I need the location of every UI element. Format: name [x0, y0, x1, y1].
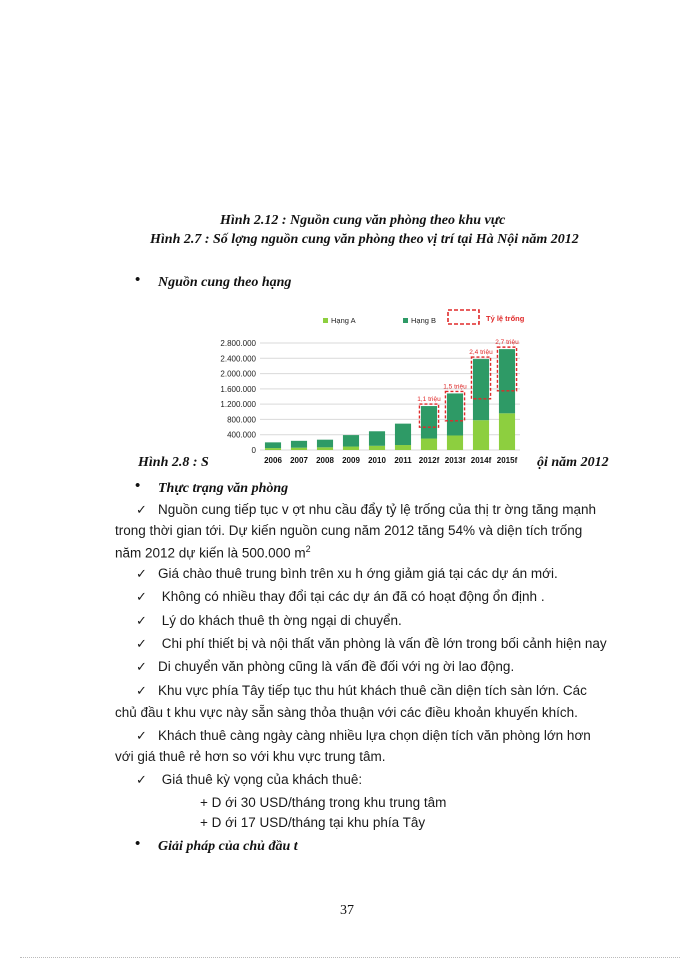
list-item: ✓ Giá thuê kỳ vọng của khách thuê: — [136, 772, 363, 788]
check-icon: ✓ — [136, 590, 147, 605]
x-tick-label: 2007 — [290, 456, 308, 465]
check-icon: ✓ — [136, 729, 147, 744]
sub-item: + D ới 17 USD/tháng tại khu phía Tây — [200, 815, 426, 830]
y-tick-label: 2.800.000 — [220, 339, 256, 348]
paragraph-line: ✓ Nguồn cung tiếp tục v ợt nhu cầu đẩy tỷ lệ trống của thị tr ờng tăng mạnh — [136, 502, 596, 518]
x-tick-label: 2013f — [444, 456, 466, 465]
check-icon: ✓ — [136, 773, 147, 788]
y-tick-label: 2.400.000 — [220, 354, 256, 364]
legend-swatch-vacancy — [448, 310, 479, 324]
bar-hang-a-2008 — [317, 447, 333, 450]
x-tick-label: 2014f — [470, 456, 492, 465]
bar-hang-b-2007 — [291, 441, 307, 448]
bar-hang-a-2013f — [447, 435, 463, 450]
list-item: ✓ Khách thuê càng ngày càng nhiều lựa chọn diện tích văn phòng lớn hơn — [136, 728, 591, 744]
heading-supply-by-grade: Nguồn cung theo hạng — [158, 275, 292, 290]
check-icon: ✓ — [136, 567, 147, 582]
vacancy-label: 1,1 triệu — [417, 396, 441, 404]
bar-hang-a-2011 — [395, 445, 411, 450]
bar-hang-a-2010 — [369, 446, 385, 450]
chart-legend — [323, 310, 525, 325]
check-icon: ✓ — [136, 503, 147, 518]
check-icon: ✓ — [136, 660, 147, 675]
bullet-dot: • — [135, 272, 141, 288]
bar-hang-b-2010 — [369, 431, 385, 446]
vacancy-label: 1,5 triệu — [443, 383, 467, 391]
x-tick-label: 2010 — [368, 456, 386, 465]
bar-hang-a-2015f — [499, 413, 515, 450]
page-number: 37 — [340, 903, 354, 918]
heading-office-status: Thực trạng văn phòng — [158, 481, 289, 496]
check-icon: ✓ — [136, 637, 147, 652]
sub-item: + D ới 30 USD/tháng trong khu trung tâm — [200, 795, 447, 810]
paragraph-line: trong thời gian tới. Dự kiến nguồn cung năm 2012 tăng 54% và diện tích trống — [115, 523, 583, 538]
bar-hang-b-2009 — [343, 435, 359, 446]
bar-hang-b-2011 — [395, 424, 411, 445]
bullet-dot: • — [135, 478, 141, 494]
figure-caption-2-12: Hình 2.12 : Nguồn cung văn phòng theo khu vực — [220, 213, 506, 228]
bar-hang-a-2006 — [265, 448, 281, 450]
x-tick-label: 2011 — [394, 456, 412, 465]
x-tick-label: 2009 — [342, 456, 360, 465]
x-tick-label: 2006 — [264, 456, 282, 465]
bullet-dot: • — [135, 836, 141, 852]
list-item: ✓ Khu vực phía Tây tiếp tục thu hút khách thuê cần diện tích sàn lớn. Các — [136, 683, 587, 699]
bar-hang-b-2012f — [421, 406, 437, 438]
chart-x-axis — [264, 456, 517, 465]
legend-label: Tỷ lệ trống — [486, 314, 525, 323]
x-tick-label: 2012f — [418, 456, 440, 465]
check-icon: ✓ — [136, 684, 147, 699]
list-item: ✓ Giá chào thuê trung bình trên xu h ớng giảm giá tại các dự án mới. — [136, 566, 558, 582]
x-tick-label: 2008 — [316, 456, 334, 465]
list-item: ✓ Lý do khách thuê th ờng ngại di chuyển. — [136, 613, 402, 629]
x-tick-label: 2015f — [496, 456, 518, 465]
heading-developer-solutions: Giải pháp của chủ đầu t — [158, 839, 298, 854]
y-tick-label: 800.000 — [227, 415, 256, 425]
bar-hang-a-2007 — [291, 448, 307, 450]
y-tick-label: 2.000.000 — [220, 369, 256, 379]
bar-hang-a-2009 — [343, 447, 359, 450]
list-item: ✓ Di chuyển văn phòng cũng là vấn đề đối với ng ời lao động. — [136, 659, 515, 675]
vacancy-label: 2,4 triệu — [469, 349, 493, 357]
bar-hang-b-2008 — [317, 440, 333, 448]
bar-hang-b-2014f — [473, 359, 489, 420]
figure-caption-2-7: Hình 2.7 : Số lợng nguồn cung văn phòng theo vị trí tại Hà Nội năm 2012 — [150, 232, 579, 247]
legend-swatch-hang-b — [403, 318, 408, 323]
chart-y-axis — [220, 339, 256, 455]
list-item: ✓ Chi phí thiết bị và nội thất văn phòng là vấn đề lớn trong bối cảnh hiện nay — [136, 636, 607, 652]
figure-caption-2-8-left: Hình 2.8 : S — [138, 455, 209, 470]
bar-hang-a-2014f — [473, 420, 489, 450]
vacancy-label: 2,7 triệu — [495, 339, 519, 347]
y-tick-label: 0 — [251, 446, 256, 455]
check-icon: ✓ — [136, 614, 147, 629]
y-tick-label: 1.600.000 — [220, 384, 256, 394]
y-tick-label: 1.200.000 — [220, 400, 256, 410]
legend-label: Hạng B — [411, 316, 437, 325]
legend-label: Hạng A — [331, 316, 356, 325]
bottom-divider — [20, 957, 680, 958]
bar-hang-b-2006 — [265, 442, 281, 448]
list-item-continuation: với giá thuê rẻ hơn so với khu vực trung tâm. — [115, 749, 386, 764]
bar-hang-a-2012f — [421, 439, 437, 450]
paragraph-line: năm 2012 dự kiến là 500.000 $m^2$ — [115, 544, 311, 561]
list-item: ✓ Không có nhiều thay đổi tại các dự án đã có hoạt động ổn định . — [136, 589, 545, 605]
legend-swatch-hang-a — [323, 318, 328, 323]
y-tick-label: 400.000 — [227, 430, 256, 440]
office-supply-chart — [205, 305, 525, 470]
bar-hang-b-2015f — [499, 349, 515, 413]
list-item-continuation: chủ đầu t khu vực này sẵn sàng thỏa thuận với các điều khoản khuyến khích. — [115, 705, 578, 720]
figure-caption-2-8-right: ội năm 2012 — [537, 455, 609, 470]
bar-hang-b-2013f — [447, 393, 463, 435]
